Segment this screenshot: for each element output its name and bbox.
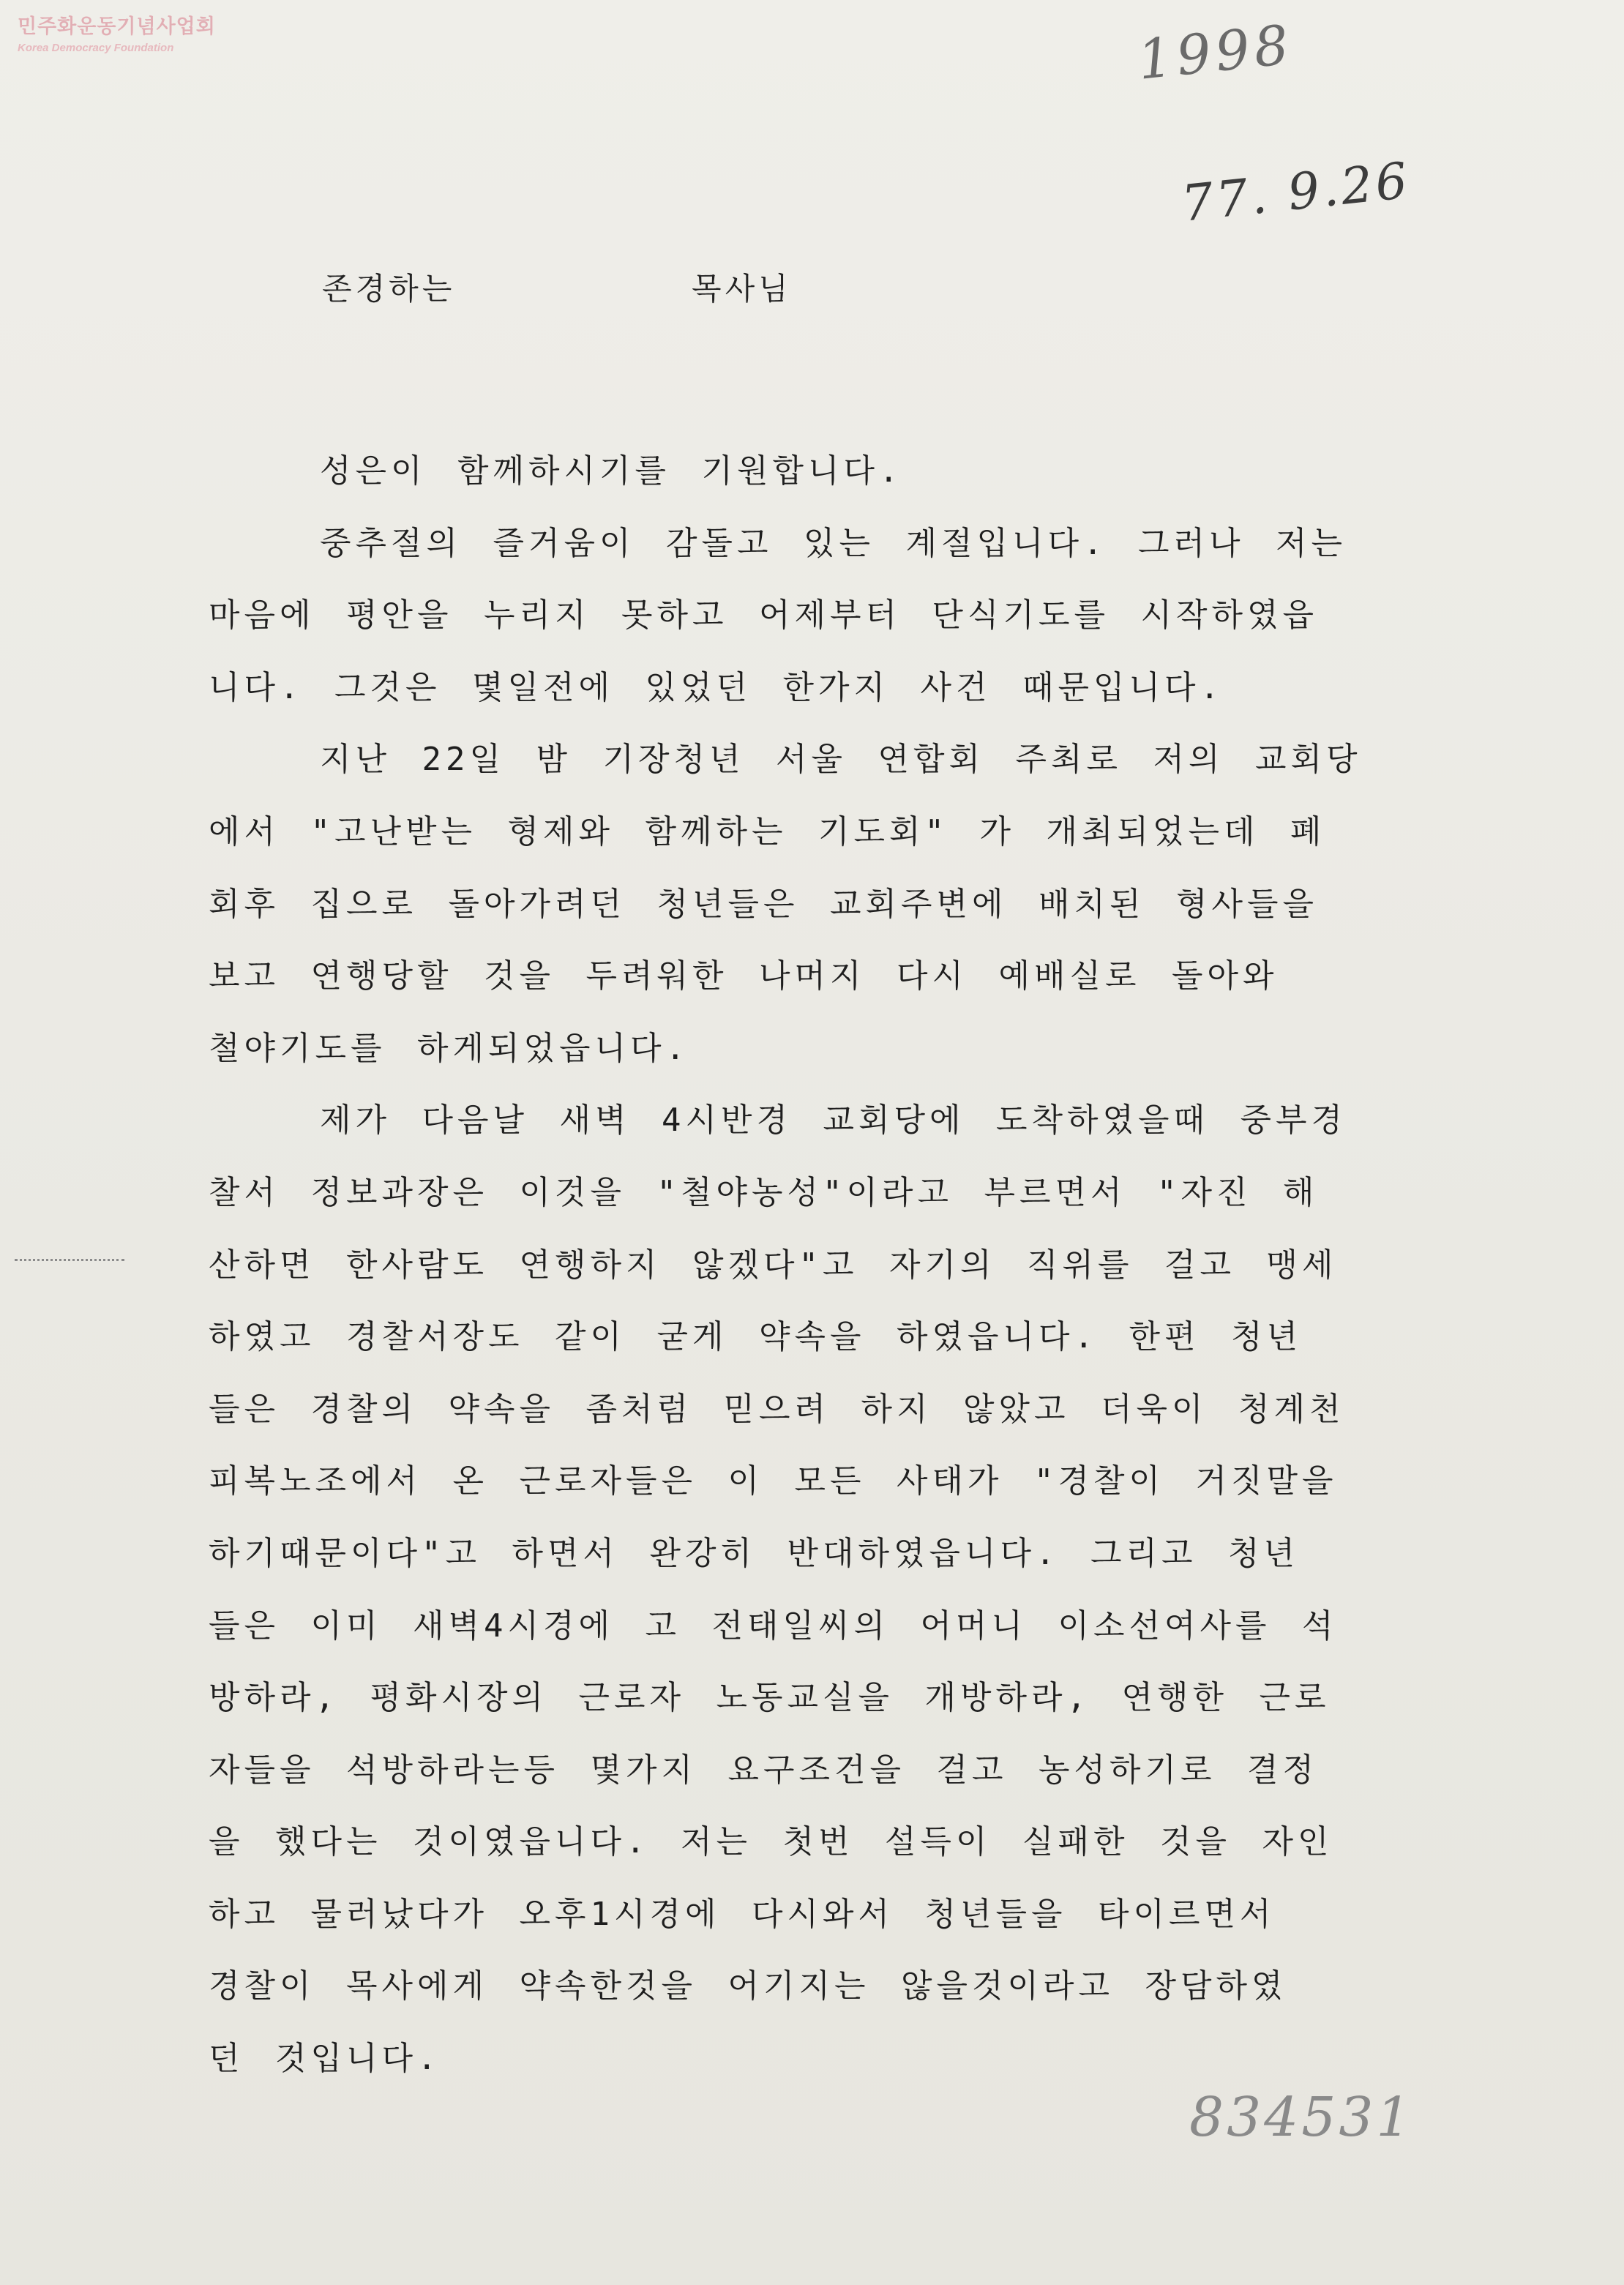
letter-line: 하였고 경찰서장도 같이 굳게 약속을 하였읍니다. 한편 청년 <box>209 1318 1303 1356</box>
letter-line: 피복노조에서 온 근로자들은 이 모든 사태가 "경찰이 거짓말을 <box>209 1462 1338 1500</box>
letter-line: 경찰이 목사에게 약속한것을 어기지는 않을것이라고 장담하였 <box>209 1967 1287 2005</box>
letter-line: 하기때문이다"고 하면서 완강히 반대하였읍니다. 그리고 청년 <box>209 1534 1300 1572</box>
letter-line: 회후 집으로 돌아가려던 청년들은 교회주변에 배치된 형사들을 <box>209 885 1319 923</box>
watermark-korean: 민주화운동기념사업회 <box>18 15 216 38</box>
letter-line: 제가 다음날 새벽 4시반경 교회당에 도착하였을때 중부경 <box>320 1102 1347 1140</box>
handwritten-year: 1998 <box>1134 13 1296 92</box>
margin-mark <box>15 1259 124 1261</box>
letter-salutation-line <box>322 265 1273 309</box>
letter-line: 성은이 함께하시기를 기원합니다. <box>320 452 903 490</box>
letter-line: 니다. 그것은 몇일전에 있었던 한가지 사건 때문입니다. <box>209 668 1224 706</box>
letter-line: 중추절의 즐거움이 감돌고 있는 계절입니다. 그러나 저는 <box>320 524 1347 562</box>
letter-body <box>209 435 1489 2095</box>
letter-line: 지난 22일 밤 기장청년 서울 연합회 주최로 저의 교회당 <box>320 741 1362 779</box>
watermark-english: Korea Democracy Foundation <box>18 42 174 54</box>
letter-line: 들은 이미 새벽4시경에 고 전태일씨의 어머니 이소선여사를 석 <box>209 1607 1338 1645</box>
letter-line: 하고 물러났다가 오후1시경에 다시와서 청년들을 타이르면서 <box>209 1895 1276 1933</box>
handwritten-date: 77. 9.26 <box>1178 152 1413 233</box>
letter-line: 을 했다는 것이였읍니다. 저는 첫번 설득이 실패한 것을 자인 <box>209 1823 1333 1861</box>
salutation: 존경하는 <box>322 271 456 307</box>
letter-line: 산하면 한사람도 연행하지 않겠다"고 자기의 직위를 걸고 맹세 <box>209 1246 1338 1284</box>
letter-line: 자들을 석방하라는등 몇가지 요구조건을 걸고 농성하기로 결정 <box>209 1751 1319 1789</box>
letter-line: 들은 경찰의 약속을 좀처럼 믿으려 하지 않았고 더욱이 청계천 <box>209 1390 1345 1428</box>
foundation-watermark <box>18 10 237 54</box>
letter-line: 마음에 평안을 누리지 못하고 어제부터 단식기도를 시작하였읍 <box>209 597 1319 635</box>
recipient-title: 목사님 <box>692 271 792 307</box>
letter-line: 찰서 정보과장은 이것을 "철야농성"이라고 부르면서 "자진 해 <box>209 1173 1319 1211</box>
letter-line: 던 것입니다. <box>209 2040 441 2078</box>
letter-line: 철야기도를 하게되었읍니다. <box>209 1029 690 1067</box>
letter-line: 에서 "고난받는 형제와 함께하는 기도회" 가 개최되었는데 폐 <box>209 812 1326 850</box>
archive-number: 834531 <box>1189 2086 1414 2149</box>
letter-line: 방하라, 평화시장의 근로자 노동교실을 개방하라, 연행한 근로 <box>209 1679 1331 1717</box>
letter-line: 보고 연행당할 것을 두려워한 나머지 다시 예배실로 돌아와 <box>209 957 1279 995</box>
